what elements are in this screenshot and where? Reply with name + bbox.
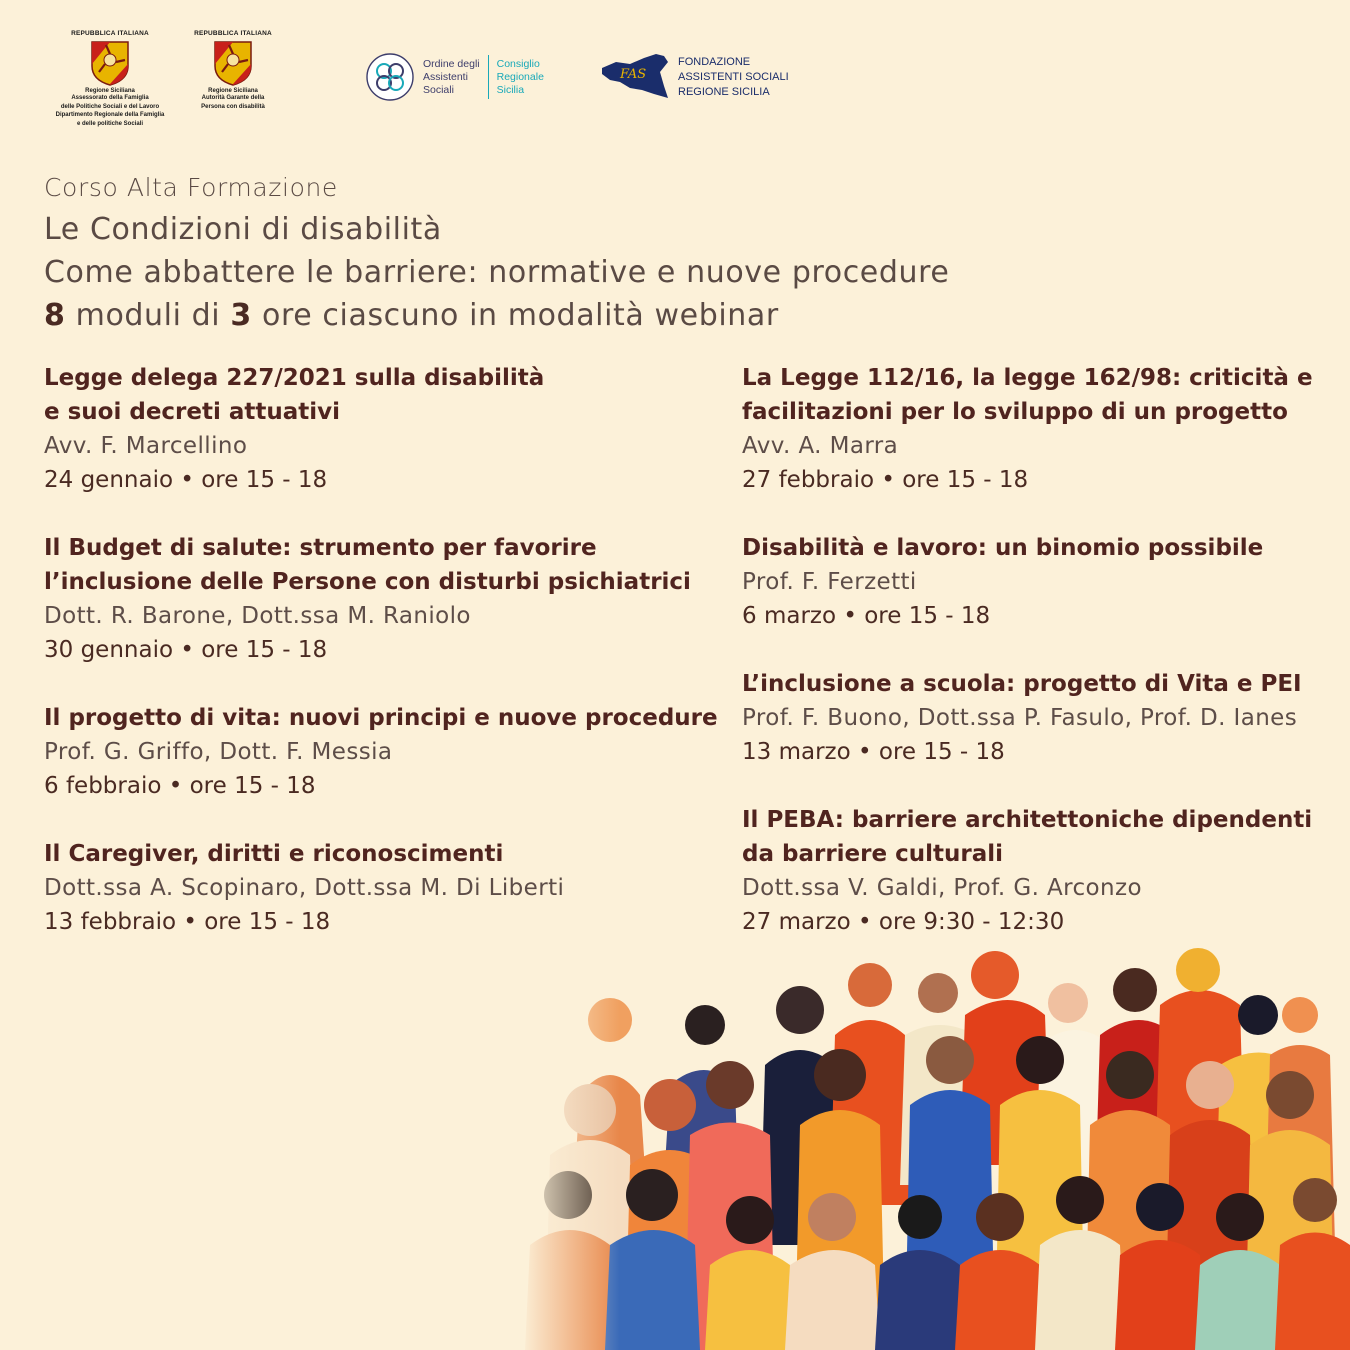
module-speakers: Prof. F. Ferzetti <box>742 569 917 595</box>
department-label: Autorità Garante della Persona con disabilità <box>201 95 265 110</box>
module-item <box>742 531 1342 633</box>
module-item <box>44 531 724 667</box>
module-title: Legge delega 227/2021 sulla disabilità <box>44 365 545 391</box>
module-title: da barriere culturali <box>742 841 1003 867</box>
republic-label: REPUBBLICA ITALIANA <box>71 30 149 37</box>
module-speakers: Dott.ssa A. Scopinaro, Dott.ssa M. Di Liberti <box>44 875 565 901</box>
module-date: 13 marzo • ore 15 - 18 <box>742 739 1005 765</box>
region-label: Regione Siciliana <box>85 88 135 94</box>
module-date: 27 marzo • ore 9:30 - 12:30 <box>742 909 1065 935</box>
module-date: 13 febbraio • ore 15 - 18 <box>44 909 331 935</box>
republic-label: REPUBBLICA ITALIANA <box>194 30 272 37</box>
module-item <box>742 803 1342 939</box>
module-title: facilitazioni per lo sviluppo di un progetto <box>742 399 1288 425</box>
ordine-assistenti-sociali-logo <box>365 52 544 102</box>
module-date: 6 febbraio • ore 15 - 18 <box>44 773 316 799</box>
module-title: L’inclusione a scuola: progetto di Vita e PEI <box>742 671 1302 697</box>
course-header <box>44 168 1044 337</box>
module-title: e suoi decreti attuativi <box>44 399 341 425</box>
course-format: 8 moduli di 3 ore ciascuno in modalità webinar <box>44 298 779 333</box>
course-title: Le Condizioni di disabilità <box>44 212 442 247</box>
module-speakers: Avv. F. Marcellino <box>44 433 248 459</box>
module-item <box>44 361 724 497</box>
course-kicker: Corso Alta Formazione <box>44 173 338 202</box>
module-speakers: Dott.ssa V. Galdi, Prof. G. Arconzo <box>742 875 1142 901</box>
module-item <box>742 361 1342 497</box>
module-item <box>44 837 724 939</box>
module-item <box>44 701 724 803</box>
course-subtitle: Come abbattere le barriere: normative e nuove procedure <box>44 255 950 290</box>
ordine-label: Ordine degli Assistenti Sociali <box>423 57 480 96</box>
module-date: 30 gennaio • ore 15 - 18 <box>44 637 328 663</box>
module-title: Il Budget di salute: strumento per favorire <box>44 535 597 561</box>
module-title: Disabilità e lavoro: un binomio possibile <box>742 535 1264 561</box>
module-title: l’inclusione delle Persone con disturbi psichiatrici <box>44 569 691 595</box>
regione-siciliana-famiglia-logo <box>40 30 180 128</box>
logo-bar <box>40 30 840 145</box>
consiglio-label: Consiglio Regionale Sicilia <box>496 57 544 96</box>
trinacria-shield-icon <box>213 40 253 86</box>
ordine-knot-icon <box>365 52 415 102</box>
module-title: Il Caregiver, diritti e riconoscimenti <box>44 841 504 867</box>
module-date: 24 gennaio • ore 15 - 18 <box>44 467 328 493</box>
module-item <box>742 667 1342 769</box>
module-title: Il PEBA: barriere architettoniche dipendenti <box>742 807 1313 833</box>
fondazione-label: FONDAZIONE ASSISTENTI SOCIALI REGIONE SICILIA <box>678 55 789 98</box>
crowd-illustration <box>520 945 1350 1350</box>
module-speakers: Dott. R. Barone, Dott.ssa M. Raniolo <box>44 603 471 629</box>
regione-siciliana-garante-logo <box>170 30 296 111</box>
department-label: Assessorato della Famiglia delle Politiche Sociali e del Lavoro Dipartimento Regionale della Famiglia e delle politiche Sociali <box>55 95 165 127</box>
module-speakers: Prof. F. Buono, Dott.ssa P. Fasulo, Prof. D. Ianes <box>742 705 1298 731</box>
module-date: 27 febbraio • ore 15 - 18 <box>742 467 1029 493</box>
module-speakers: Prof. G. Griffo, Dott. F. Messia <box>44 739 393 765</box>
svg-text:FAS: FAS <box>620 67 647 82</box>
module-speakers: Avv. A. Marra <box>742 433 899 459</box>
module-date: 6 marzo • ore 15 - 18 <box>742 603 991 629</box>
module-title: La Legge 112/16, la legge 162/98: criticità e <box>742 365 1313 391</box>
region-label: Regione Siciliana <box>208 88 258 94</box>
modules-column-left <box>44 361 724 973</box>
logo-divider <box>488 55 489 99</box>
trinacria-shield-icon <box>90 40 130 86</box>
modules-column-right <box>742 361 1342 973</box>
fondazione-logo <box>598 52 789 102</box>
sicily-map-icon <box>598 52 670 102</box>
module-title: Il progetto di vita: nuovi principi e nuove procedure <box>44 705 718 731</box>
